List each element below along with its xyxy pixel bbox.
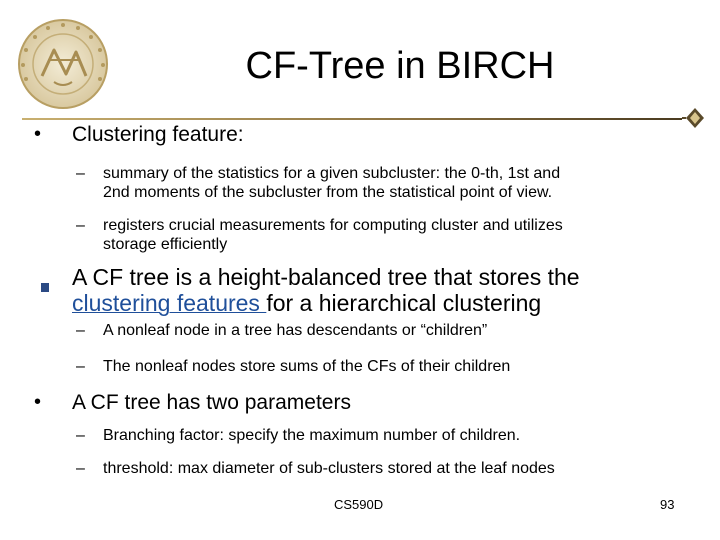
sub-bullet-nonleaf-descendants: A nonleaf node in a tree has descendants or “children” [103, 322, 488, 339]
bullet-clustering-feature: Clustering feature: [72, 123, 244, 146]
title-divider [22, 118, 682, 120]
purdue-seal-logo [14, 16, 112, 112]
sub-bullet-dash: – [76, 217, 85, 234]
sub-bullet-registers-line2: storage efficiently [103, 236, 228, 253]
footer-course: CS590D [334, 497, 384, 512]
divider-ornament-icon [682, 104, 708, 132]
sub-bullet-dash: – [76, 165, 85, 182]
sub-bullet-threshold: threshold: max diameter of sub-clusters stored at the leaf nodes [103, 460, 555, 477]
bullet-cf-tree-line2-rest: for a hierarchical clustering [266, 290, 542, 316]
footer-page-number: 93 [660, 497, 675, 512]
bullet-cf-tree-line2 [72, 290, 541, 317]
sub-bullet-summary-line2: 2nd moments of the subcluster from the statistical point of view. [103, 184, 553, 201]
sub-bullet-dash: – [76, 427, 85, 444]
sub-bullet-dash: – [76, 358, 85, 375]
bullet-dot: • [34, 391, 42, 413]
sub-bullet-registers-line1: registers crucial measurements for computing cluster and utilizes [103, 217, 563, 234]
clustering-features-link[interactable]: clustering features [72, 290, 267, 316]
bullet-two-parameters: A CF tree has two parameters [72, 391, 351, 414]
bullet-dot: • [34, 123, 42, 145]
sub-bullet-branching-factor: Branching factor: specify the maximum number of children. [103, 427, 521, 444]
sub-bullet-summary-line1: summary of the statistics for a given subcluster: the 0-th, 1st and [103, 165, 561, 182]
slide-title: CF-Tree in BIRCH [245, 45, 555, 87]
bullet-cf-tree-line1: A CF tree is a height-balanced tree that stores the [72, 264, 580, 290]
sub-bullet-dash: – [76, 322, 85, 339]
square-bullet-icon [41, 283, 49, 292]
sub-bullet-dash: – [76, 460, 85, 477]
sub-bullet-nonleaf-sums: The nonleaf nodes store sums of the CFs of their children [103, 358, 511, 375]
